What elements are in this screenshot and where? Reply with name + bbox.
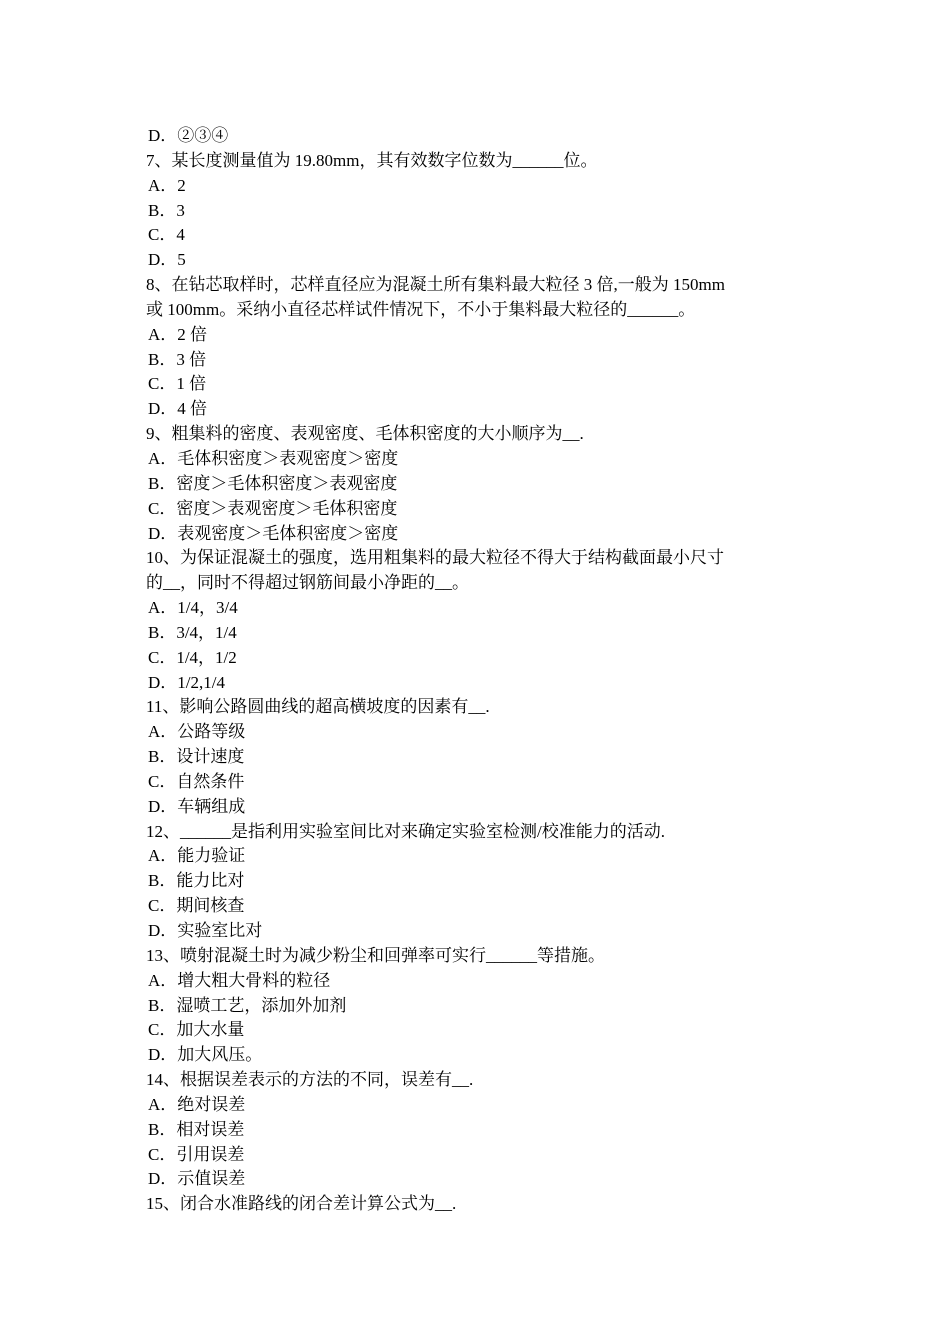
- question-line: 10、为保证混凝土的强度，选用粗集料的最大粒径不得大于结构截面最小尺寸: [146, 548, 724, 568]
- option-line: D．实验室比对: [148, 921, 263, 940]
- option-line: A．1/4，3/4: [148, 598, 238, 618]
- option-line: A．2: [148, 175, 186, 195]
- option-line: A．2 倍: [148, 324, 208, 344]
- option-line: D．车辆组成: [148, 796, 246, 816]
- option-line: C．4: [148, 225, 185, 245]
- option-line: D．1/2,1/4: [148, 672, 225, 692]
- question-line: 12、______是指利用实验室间比对来确定实验室检测/校准能力的活动.: [146, 821, 665, 841]
- option-line: D．5: [148, 250, 186, 270]
- question-line: 14、根据误差表示的方法的不同，误差有__.: [146, 1070, 474, 1090]
- option-line: A．增大粗大骨料的粒径: [148, 970, 331, 990]
- option-line: D．②③④: [148, 126, 229, 145]
- option-line: A．能力验证: [148, 846, 246, 866]
- option-line: D．表观密度＞毛体积密度＞密度: [148, 523, 399, 543]
- option-line: B．相对误差: [148, 1119, 245, 1139]
- option-line: A．公路等级: [148, 722, 246, 742]
- question-line: 15、闭合水准路线的闭合差计算公式为__.: [146, 1194, 457, 1214]
- option-line: A．毛体积密度＞表观密度＞密度: [148, 448, 399, 468]
- option-line: C．自然条件: [148, 771, 245, 791]
- option-line: B．3/4，1/4: [148, 622, 237, 642]
- option-line: C．1/4，1/2: [148, 647, 237, 667]
- question-line: 9、粗集料的密度、表观密度、毛体积密度的大小顺序为__.: [146, 424, 584, 444]
- option-line: B．能力比对: [148, 871, 245, 891]
- option-line: B．密度＞毛体积密度＞表观密度: [148, 473, 398, 493]
- option-line: B．设计速度: [148, 747, 245, 767]
- option-line: D．示值误差: [148, 1169, 246, 1189]
- option-line: B．3: [148, 200, 185, 220]
- question-line: 或 100mm。采纳小直径芯样试件情况下，不小于集料最大粒径的______。: [146, 299, 696, 319]
- option-line: C．引用误差: [148, 1144, 245, 1164]
- option-line: B．湿喷工艺，添加外加剂: [148, 995, 347, 1015]
- option-line: C．1 倍: [148, 374, 207, 394]
- option-line: A．绝对误差: [148, 1094, 246, 1114]
- question-line: 的__，同时不得超过钢筋间最小净距的__。: [146, 573, 469, 593]
- option-line: C．密度＞表观密度＞毛体积密度: [148, 498, 398, 518]
- option-line: B．3 倍: [148, 349, 207, 369]
- question-line: 11、影响公路圆曲线的超高横坡度的因素有__.: [146, 697, 490, 717]
- option-line: C．期间核查: [148, 896, 245, 916]
- option-line: D．加大风压。: [148, 1045, 263, 1065]
- option-line: D．4 倍: [148, 399, 208, 419]
- option-line: C．加大水量: [148, 1020, 245, 1040]
- question-line: 8、在钻芯取样时，芯样直径应为混凝土所有集料最大粒径 3 倍,一般为 150mm: [146, 275, 725, 295]
- document-body: [146, 124, 816, 1217]
- question-line: 13、喷射混凝土时为减少粉尘和回弹率可实行______等措施。: [146, 945, 605, 965]
- question-line: 7、某长度测量值为 19.80mm，其有效数字位数为______位。: [146, 150, 598, 170]
